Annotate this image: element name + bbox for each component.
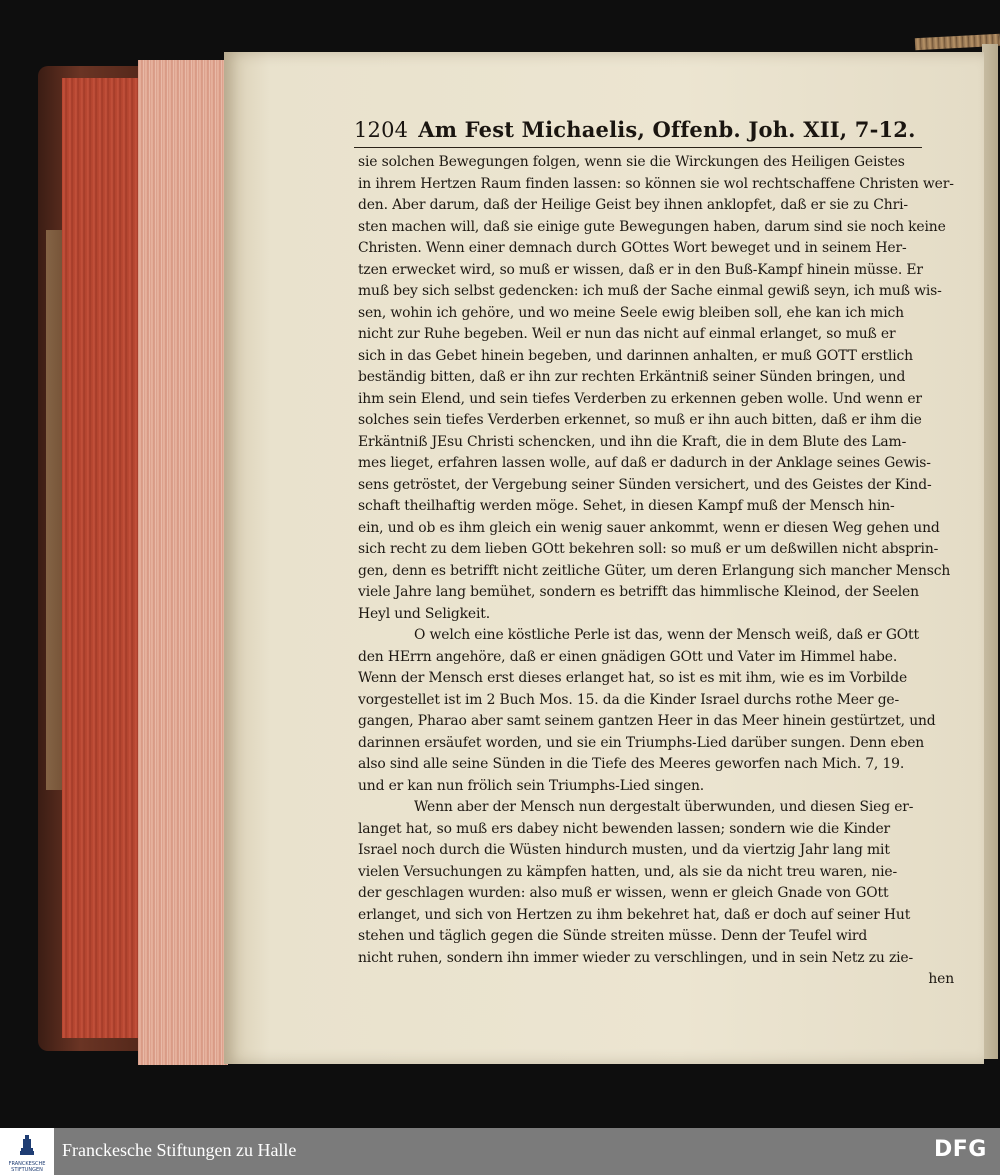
text-line: nicht zur Ruhe begeben. Weil er nun das nicht auf einmal erlanget, so muß er [358,326,896,342]
text-line: und er kan nun frölich sein Triumphs-Lied singen. [358,777,705,794]
text-line: vorgestellet ist im 2 Buch Mos. 15. da die Kinder Israel durchs rothe Meer ge- [358,691,900,708]
text-line: nicht ruhen, sondern ihn immer wieder zu verschlingen, und in sein Netz zu zie- [358,949,914,966]
page-header [354,117,914,149]
text-line: Christen. Wenn einer demnach durch GOttes Wort beweget und in seinem Her- [358,240,907,256]
red-page-edges [62,78,148,1038]
statue-icon [20,1135,34,1155]
text-line: vielen Versuchungen zu kämpfen hatten, und, als sie da nicht treu waren, nie- [358,863,898,880]
institution-name[interactable]: Franckesche Stiftungen zu Halle [62,1140,297,1160]
text-line: sen, wohin ich gehöre, und wo meine Seele ewig bleiben soll, ehe kan ich mich [358,304,904,321]
text-line: sens getröstet, der Vergebung seiner Sünden versichert, und des Geistes der Kind- [358,476,932,493]
text-line: muß bey sich selbst gedencken: ich muß der Sache einmal gewiß seyn, ich muß wis- [358,283,942,299]
text-line: Erkäntniß JEsu Christi schencken, und ihn die Kraft, die in dem Blute des Lam- [358,433,907,450]
text-line: viele Jahre lang bemühet, sondern es betrifft das himmlische Kleinod, der Seelen [358,584,919,600]
text-line: darinnen ersäufet worden, und sie ein Triumphs-Lied darüber sungen. Denn eben [358,734,925,751]
text-line: sten machen will, daß sie einige gute Bewegungen haben, darum sind sie noch keine [358,218,946,235]
logo-text: FRANCKESCHE STIFTUNGEN [8,1161,46,1173]
text-line: Israel noch durch die Wüsten hindurch musten, und da viertzig Jahr lang mit [358,842,890,858]
text-line: gen, denn es betrifft nicht zeitliche Güter, um deren Erlangung sich mancher Mensch [358,562,951,579]
text-line: Wenn aber der Mensch nun dergestalt überwunden, und diesen Sieg er- [414,799,914,815]
text-line: beständig bitten, daß er ihn zur rechten Erkäntniß seiner Sünden bringen, und [358,369,906,385]
running-title: Am Fest Michaelis, Offenb. Joh. XII, 7-12. [418,117,916,142]
text-line: in ihrem Hertzen Raum finden lassen: so können sie wol rechtschaffene Christen wer- [358,175,954,192]
text-line: sich recht zu dem lieben GOtt bekehren soll: so muß er um deßwillen nicht absprin- [358,541,939,557]
text-line: der geschlagen wurden: also muß er wissen, wenn er gleich Gnade von GOtt [358,885,889,901]
dfg-logo[interactable]: DFG [934,1137,987,1162]
text-line: den HErrn angehöre, daß er einen gnädigen GOtt und Vater im Himmel habe. [358,648,898,665]
text-line: sie solchen Bewegungen folgen, wenn sie die Wirckungen des Heiligen Geistes [358,154,905,170]
footer-bar [0,1128,1000,1175]
page-number: 1204 [354,118,409,142]
text-line: solches sein tiefes Verderben erkennet, so muß er ihn auch bitten, daß er ihm die [358,412,922,428]
text-line: tzen erwecket wird, so muß er wissen, daß er in den Buß-Kampf hinein müsse. Er [358,261,923,278]
institution-logo[interactable] [0,1128,54,1175]
text-line: Heyl und Seligkeit. [358,605,490,622]
text-line: sich in das Gebet hinein begeben, und darinnen anhalten, er muß GOTT erstlich [358,347,913,364]
page-stack [138,60,228,1065]
text-line: mes lieget, erfahren lassen wolle, auf daß er dadurch in der Anklage seines Gewis- [358,455,931,471]
text-line: hen [928,971,954,987]
right-page-edge [982,44,998,1059]
text-line: den. Aber darum, daß der Heilige Geist bey ihnen anklopfet, daß er sie zu Chri- [358,197,908,213]
text-line: also sind alle seine Sünden in die Tiefe des Meeres geworfen nach Mich. 7, 19. [358,756,905,772]
text-line: Wenn der Mensch erst dieses erlanget hat, so ist es mit ihm, wie es im Vorbilde [358,670,908,686]
text-line: O welch eine köstliche Perle ist das, wenn der Mensch weiß, daß er GOtt [414,627,919,643]
text-line: ihm sein Elend, und sein tiefes Verderben zu erkennen geben wolle. Und wenn er [358,390,922,407]
text-line: stehen und täglich gegen die Sünde streiten müsse. Denn der Teufel wird [358,928,868,944]
text-line: ein, und ob es ihm gleich ein wenig sauer ankommt, wenn er diesen Weg gehen und [358,519,940,536]
text-line: schaft theilhaftig werden möge. Sehet, in diesen Kampf muß der Mensch hin- [358,498,895,514]
text-line: erlanget, und sich von Hertzen zu ihm bekehret hat, daß er doch auf seiner Hut [358,906,911,923]
header-rule [354,147,922,148]
text-line: langet hat, so muß ers dabey nicht bewenden lassen; sondern wie die Kinder [358,820,890,837]
page-body-text [358,152,954,991]
text-line: gangen, Pharao aber samt seinem gantzen Heer in das Meer hinein gestürtzet, und [358,713,936,729]
